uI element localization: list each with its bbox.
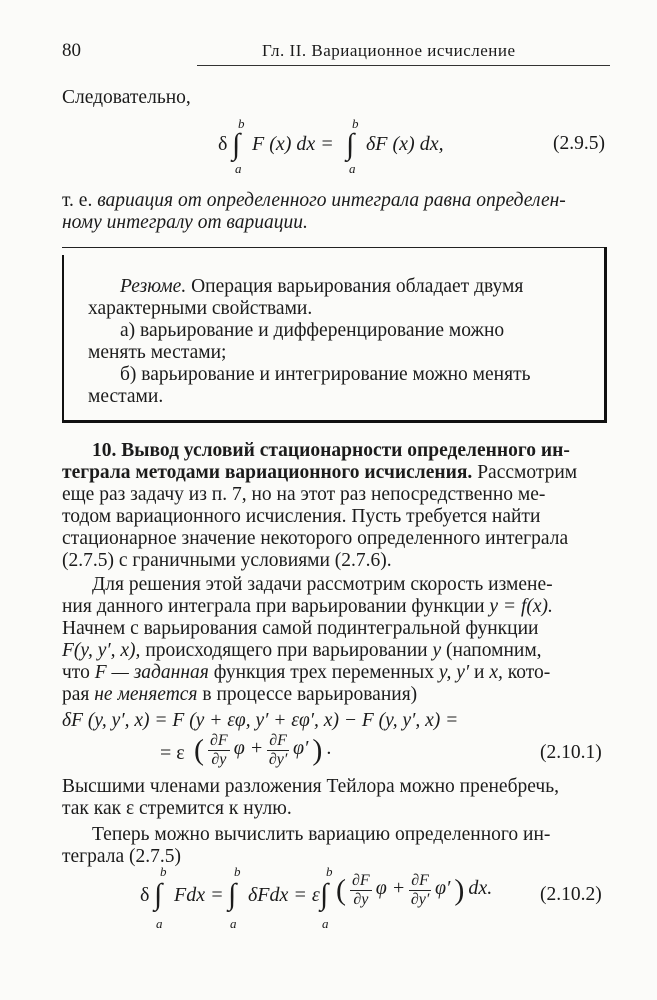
upper-limit: b (234, 864, 241, 879)
denominator: ∂y′ (268, 751, 288, 768)
summary-line-4: менять местами; (88, 342, 227, 363)
delta-symbol: δ (140, 884, 150, 906)
eq-body (194, 732, 331, 769)
fraction (267, 732, 289, 769)
conclusion-line-1 (62, 190, 566, 212)
conclusion-line-2: ному интегралу от вариации. (62, 212, 308, 233)
fraction (350, 872, 372, 909)
section-line-5: стационарное значение некоторого определенного интеграла (62, 528, 569, 549)
section-heading-line-2 (62, 462, 577, 484)
equation-number: (2.10.2) (540, 884, 602, 905)
integral-sign: ∫ (346, 128, 355, 161)
math-inline: y = f(x). (489, 596, 553, 617)
math-inline: F — (94, 662, 129, 683)
emphasis: заданная (133, 662, 209, 683)
conclusion-prefix: т. е. (62, 190, 93, 211)
right-paren: ) (312, 733, 323, 767)
para2-line-2 (62, 596, 553, 618)
lead-text: Следовательно, (62, 87, 191, 108)
lower-limit: a (349, 161, 356, 176)
section-text: Рассмотрим (477, 462, 578, 483)
text-run: происходящего при варьировании (145, 640, 428, 661)
equation-2-10-1-line-2 (160, 730, 620, 778)
right-paren: ) (454, 873, 465, 907)
lower-limit: a (230, 916, 237, 931)
upper-limit: b (238, 116, 245, 131)
denominator: ∂y (353, 891, 369, 908)
eq-end: dx. (468, 877, 493, 900)
para2-line-6 (62, 684, 417, 706)
eq-part-1: Fdx = (174, 884, 224, 906)
equation-2-9-5 (218, 116, 618, 176)
para3-line-2: так как ε стремится к нулю. (62, 798, 292, 819)
math-inline: y (432, 640, 442, 661)
integral-sign: ∫ (154, 878, 163, 911)
equation-2-10-1-line-1: δF (y, y′, x) = F (y + εφ, y′ + εφ′, x) − F (y, y′, x) = (62, 710, 459, 731)
box-bottom-border (62, 420, 607, 423)
delta-symbol: δ (218, 133, 228, 155)
numerator: ∂F (411, 872, 429, 889)
fraction (208, 732, 230, 769)
integral-sign: ∫ (228, 878, 237, 911)
eq-part-2: δFdx = ε (248, 884, 320, 906)
equation-number: (2.10.1) (540, 742, 602, 763)
box-left-border (62, 255, 64, 423)
eq-tail: φ′ (434, 877, 451, 900)
denominator: ∂y′ (410, 891, 430, 908)
summary-text: Операция варьирования обладает двумя (191, 276, 524, 297)
para2-line-4 (62, 640, 542, 662)
section-heading-cont: теграла методами вариационного исчисления. (62, 462, 473, 483)
eq-prefix: = ε (160, 742, 185, 764)
lower-limit: a (322, 916, 329, 931)
text-run: в процессе варьирования) (202, 684, 418, 705)
eq-integrand (336, 872, 492, 909)
eq-end: . (326, 737, 332, 760)
para3-line-1: Высшими членами разложения Тейлора можно пренебречь, (62, 776, 559, 797)
section-line-4: тодом вариационного исчисления. Пусть требуется найти (62, 506, 541, 527)
summary-line-2: характерными свойствами. (88, 298, 313, 319)
integral-sign: ∫ (232, 128, 241, 161)
summary-line-6: местами. (88, 386, 164, 407)
lower-limit: a (156, 916, 163, 931)
denominator: ∂y (211, 751, 227, 768)
para2-line-1: Для решения этой задачи рассмотрим скорость измене- (92, 574, 553, 595)
text-run: функция трех переменных (213, 662, 434, 683)
upper-limit: b (326, 864, 333, 879)
left-paren: ( (194, 733, 204, 767)
math-inline: y, y′ (438, 662, 470, 683)
numerator: ∂F (210, 732, 228, 749)
integral-sign: ∫ (320, 878, 329, 911)
section-line-3: еще раз задачу из п. 7, но на этот раз непосредственно ме- (62, 484, 546, 505)
upper-limit: b (352, 116, 359, 131)
eq-mid: φ + (375, 877, 406, 900)
text-run: рая (62, 684, 90, 705)
math-inline: x, (489, 662, 503, 683)
para2-line-5 (62, 662, 550, 684)
summary-line-1 (120, 276, 523, 298)
numerator: ∂F (352, 872, 370, 889)
text-run: (напомним, (445, 640, 542, 661)
text-run: ния данного интеграла при варьировании функции (62, 596, 485, 617)
eq-tail: φ′ (292, 737, 309, 760)
eq-mid: φ + (233, 737, 264, 760)
lhs-body: F (x) dx = (252, 133, 334, 155)
lower-limit: a (235, 161, 242, 176)
rhs-body: δF (x) dx, (366, 133, 444, 155)
section-line-6: (2.7.5) с граничными условиями (2.7.6). (62, 550, 392, 571)
running-head (62, 40, 610, 68)
fraction (409, 872, 431, 909)
left-paren: ( (336, 873, 346, 907)
summary-line-3: а) варьирование и дифференцирование можно (120, 320, 505, 341)
numerator: ∂F (269, 732, 287, 749)
header-rule (197, 65, 610, 66)
conclusion-text: вариация от определенного интеграла равна определен- (97, 190, 566, 211)
text-run: что (62, 662, 90, 683)
upper-limit: b (160, 864, 167, 879)
para4-line-1: Теперь можно вычислить вариацию определенного ин- (92, 824, 551, 845)
box-right-border (604, 247, 607, 423)
page-number: 80 (62, 40, 81, 61)
summary-line-5: б) варьирование и интегрирование можно менять (120, 364, 531, 385)
section-heading-line-1: 10. Вывод условий стационарности определенного ин- (92, 440, 570, 461)
para4-line-2: теграла (2.7.5) (62, 846, 181, 867)
equation-number: (2.9.5) (553, 133, 605, 154)
chapter-title: Гл. II. Вариационное исчисление (262, 41, 516, 60)
emphasis: не меняется (94, 684, 198, 705)
para2-line-3: Начнем с варьирования самой подинтегральной функции (62, 618, 539, 639)
summary-box (62, 247, 607, 423)
text-run: и (474, 662, 485, 683)
equation-2-10-2 (140, 864, 620, 932)
box-top-border (62, 247, 607, 248)
math-inline: F(y, y′, x), (62, 640, 141, 661)
summary-label: Резюме. (120, 276, 187, 297)
text-run: кото- (507, 662, 551, 683)
